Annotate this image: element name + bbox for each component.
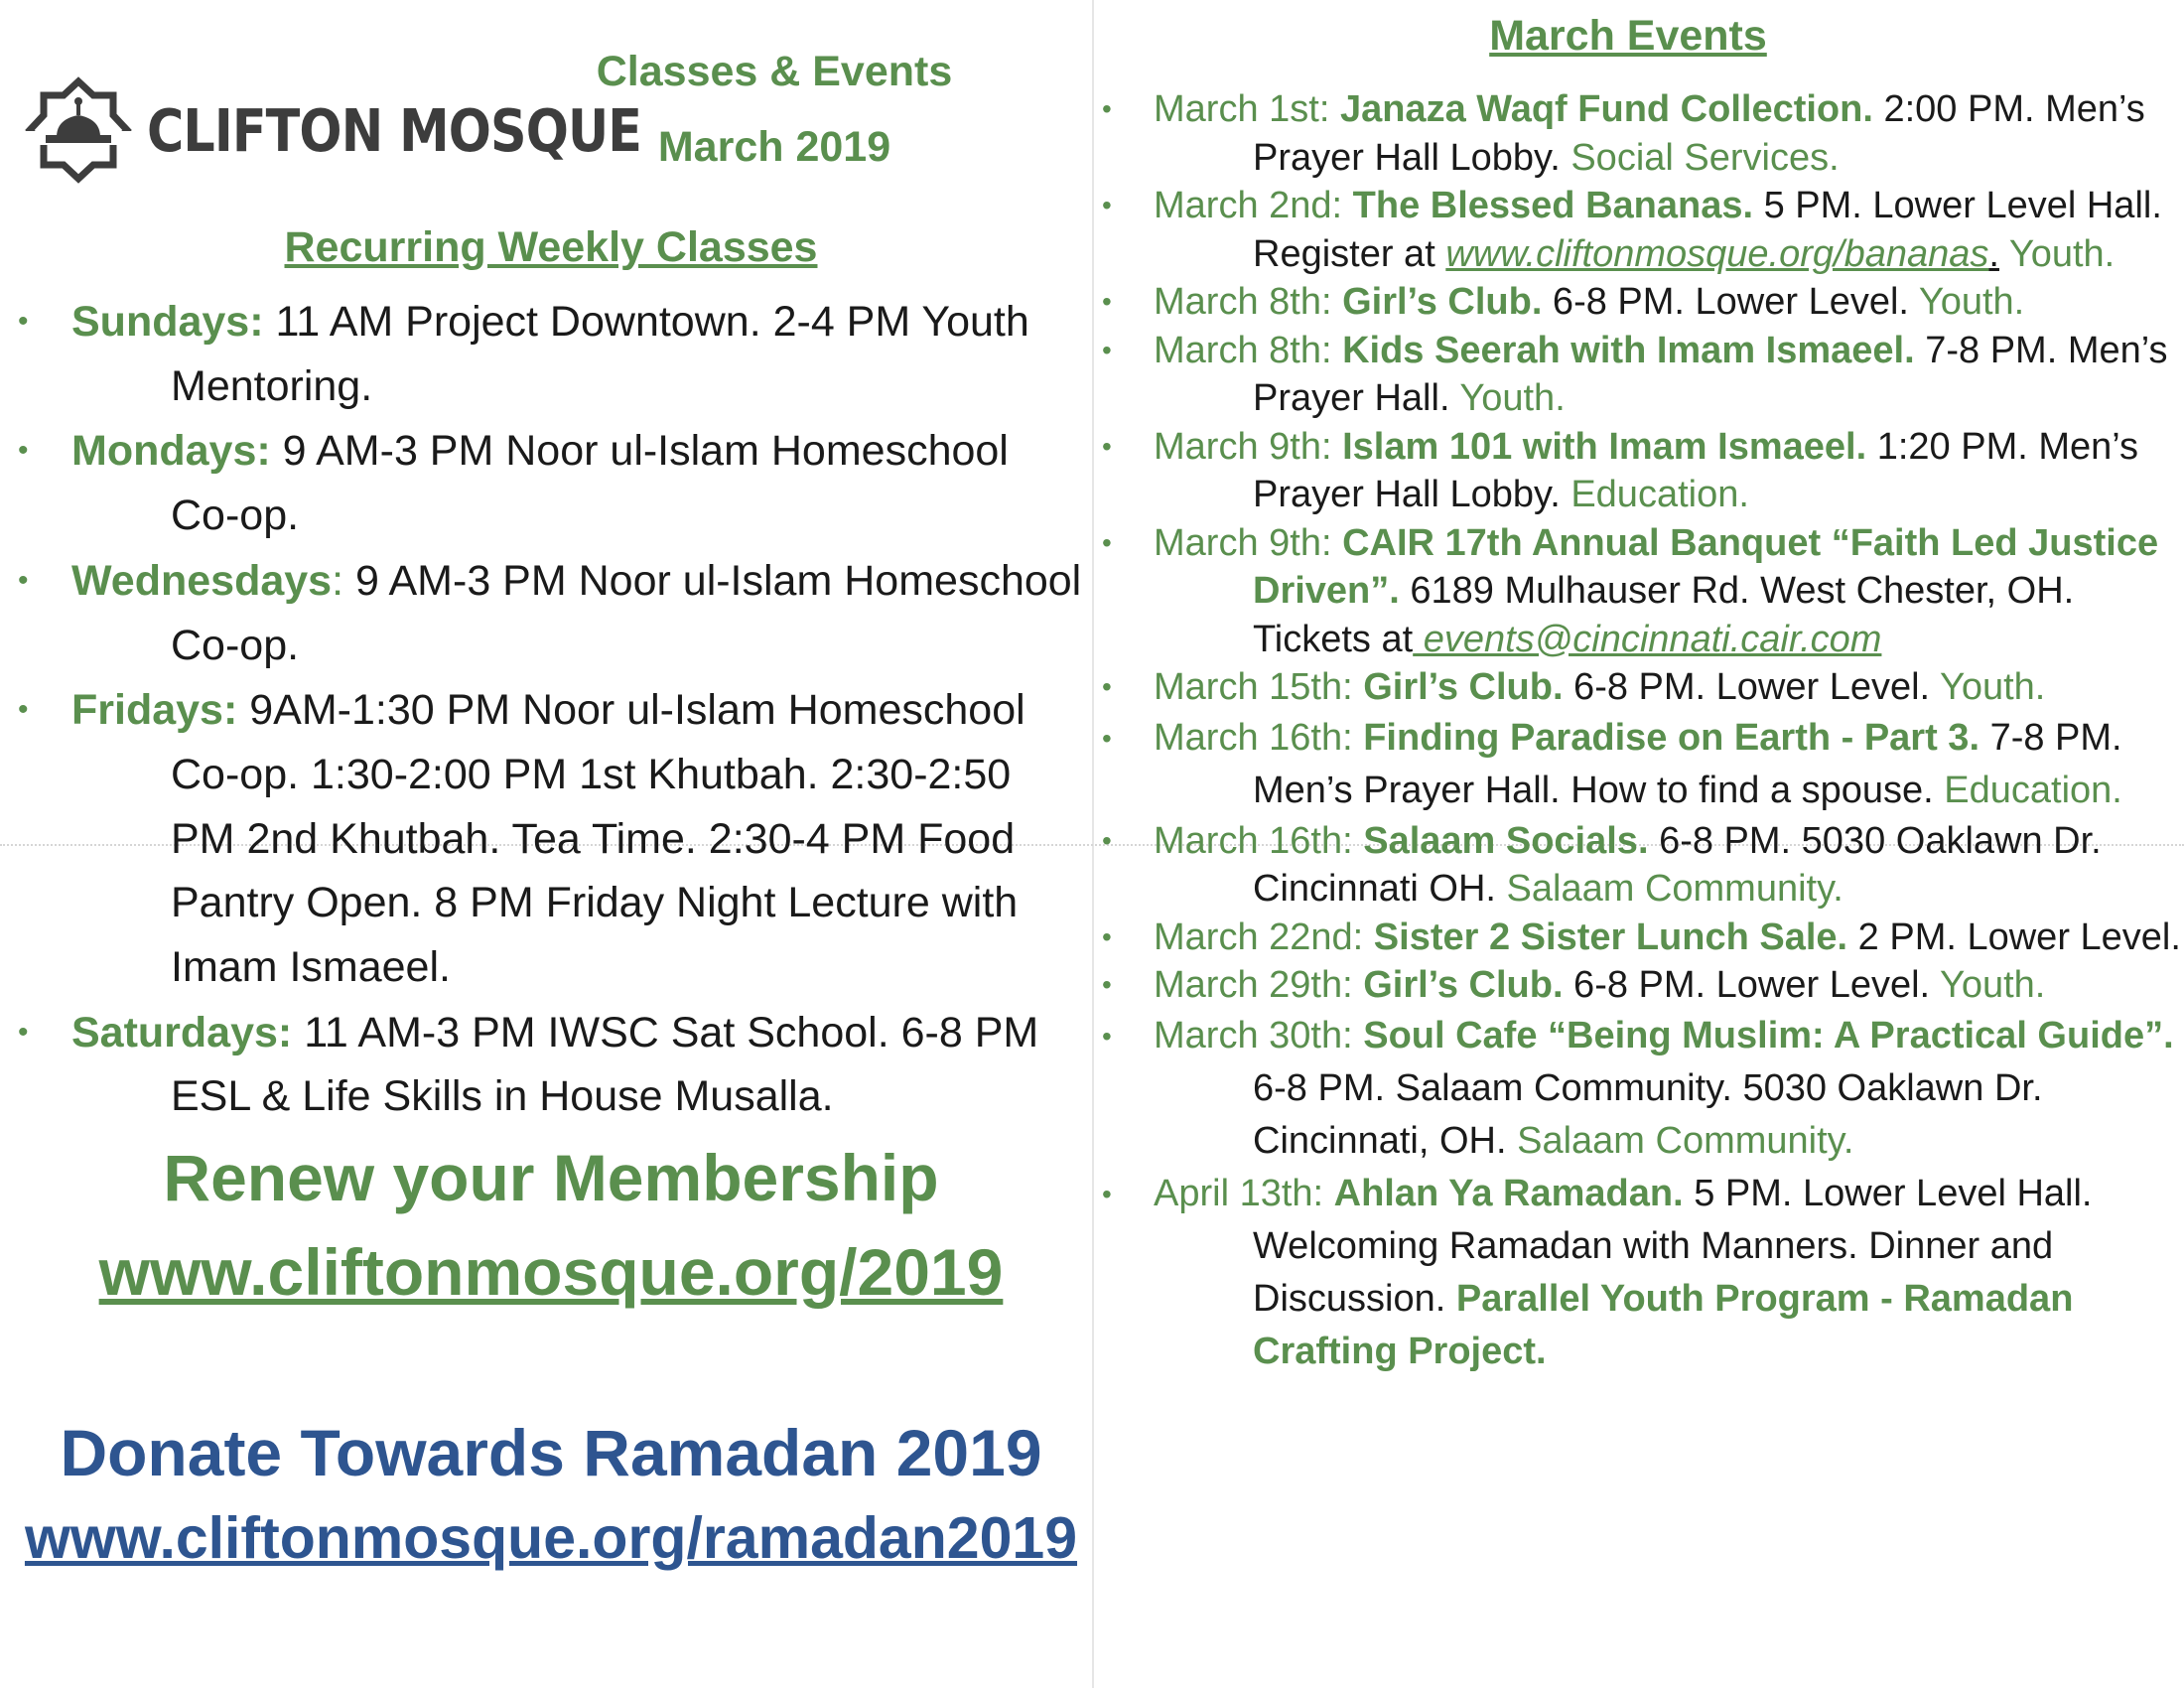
list-item [1092,914,2184,962]
bullet-icon: • [18,563,29,597]
event-date: March 16th: [1154,819,1353,862]
list-item [0,1001,1082,1129]
bullet-icon: • [1102,824,1112,856]
event-title: Girl’s Club. [1363,964,1564,1006]
bullet-icon: • [1102,1178,1112,1209]
page-title: Classes & Events [596,48,953,95]
day-text: 9 AM-3 PM Noor ul-Islam Homeschool Co-op. [171,427,1009,540]
event-details: 6-8 PM. 5030 Oaklawn Dr. Cincinnati OH. [1253,819,2102,910]
event-date: March 15th: [1154,666,1353,708]
event-details: 6-8 PM. Lower Level. [1563,666,1931,708]
list-item [1092,519,2184,664]
event-category: Youth. [1930,666,2046,708]
cair-email-link[interactable]: events@cincinnati.cair.com [1413,618,1882,660]
event-details: 7-8 PM. Men’s Prayer Hall. [1253,329,2168,419]
bullet-icon: • [18,434,29,468]
event-title: Soul Cafe “Being Muslim: A Practical Guide”. [1363,1014,2174,1056]
list-item [1092,85,2184,182]
event-date: March 1st: [1154,88,1330,130]
day-text: 11 AM-3 PM IWSC Sat School. 6-8 PM ESL & Life Skills in House Musalla. [171,1008,1039,1121]
donate-ramadan-link[interactable]: www.cliftonmosque.org/ramadan2019 [24,1505,1078,1571]
event-details: 5 PM. Lower Level Hall. Register at [1253,185,2162,275]
clifton-mosque-logo [24,75,642,185]
bullet-icon: • [1102,190,1112,220]
mosque-icon [24,75,133,185]
day-label: Wednesdays [71,556,333,605]
event-title: Janaza Waqf Fund Collection. [1339,88,1873,130]
event-details: 2:00 PM. Men’s Prayer Hall Lobby. [1253,88,2145,179]
logo-text: CLIFTON MOSQUE [147,95,642,165]
event-date: March 30th: [1154,1014,1353,1056]
renew-membership-link[interactable]: www.cliftonmosque.org/2019 [98,1235,1004,1309]
event-title: Ahlan Ya Ramadan. [1333,1172,1684,1214]
event-category: Salaam Community. [1495,868,1843,910]
event-details: 6-8 PM. Salaam Community. 5030 Oaklawn Dr. Cincinnati, OH. [1253,1066,2043,1162]
event-date: March 2nd: [1154,185,1343,226]
event-category: Youth. [1459,377,1566,419]
list-item [1092,712,2184,817]
event-date: April 13th: [1154,1172,1324,1214]
event-date: March 29th: [1154,964,1353,1006]
event-details: 6189 Mulhauser Rd. West Chester, OH. Tickets at [1253,570,2075,660]
page-subtitle: March 2019 [657,123,891,171]
bullet-icon: • [1102,1020,1112,1052]
bullet-icon: • [1102,920,1112,952]
list-item [1092,182,2184,278]
bananas-link[interactable]: www.cliftonmosque.org/bananas [1445,232,1989,275]
march-events-list [1092,85,2184,1378]
day-label: Saturdays: [71,1008,293,1056]
bullet-icon: • [1102,526,1112,558]
event-title: Girl’s Club. [1342,281,1543,323]
event-date: March 9th: [1154,521,1332,564]
list-item [1092,817,2184,914]
event-title: CAIR 17th Annual Banquet “Faith Led Justice Driven”. [1253,521,2159,612]
list-item [0,290,1082,418]
day-label: Mondays: [71,427,271,476]
list-item [1092,1010,2184,1168]
event-category: Salaam Community. [1506,1119,1854,1162]
event-title: Kids Seerah with Imam Ismaeel. [1342,329,1915,371]
day-label: Sundays: [71,298,264,346]
event-category: Youth. [1908,281,2025,323]
donate-ramadan-title: Donate Towards Ramadan 2019 [60,1416,1042,1489]
bullet-icon: • [18,305,29,338]
list-item [1092,1168,2184,1378]
bullet-icon: • [1102,286,1112,317]
list-item [0,549,1082,677]
event-date: March 8th: [1154,281,1332,323]
event-details: 7-8 PM. Men’s Prayer Hall. How to find a spouse. [1253,716,2122,811]
bullet-icon: • [1102,93,1112,124]
list-item [1092,278,2184,327]
list-item [0,678,1082,1000]
event-date: March 8th: [1154,329,1332,371]
event-details: 6-8 PM. Lower Level. [1563,964,1931,1006]
event-date: March 16th: [1154,716,1353,759]
day-text: 9AM-1:30 PM Noor ul-Islam Homeschool Co-op. 1:30-2:00 PM 1st Khutbah. 2:30-2:50 PM 2nd Khutbah. Tea Time. 2:30-4 PM Food Pantry Open. 8 PM Friday Night Lecture with Imam Ismaeel. [171,686,1025,992]
list-item [1092,423,2184,519]
march-events-heading: March Events [1489,12,1767,60]
day-text: 11 AM Project Downtown. 2-4 PM Youth Mentoring. [171,298,1029,410]
bullet-icon: • [1102,671,1112,702]
bullet-icon: • [1102,430,1112,462]
bullet-icon: • [18,693,29,727]
event-category: Social Services. [1560,136,1840,179]
weekly-classes-list [0,290,1082,1130]
bullet-icon: • [1102,969,1112,1000]
list-item [1092,961,2184,1010]
event-date: March 9th: [1154,425,1332,468]
day-label: Fridays: [71,686,238,735]
event-category: Youth. [1930,964,2046,1006]
event-details: 2 PM. Lower Level. [1847,915,2181,958]
event-title: Sister 2 Sister Lunch Sale. [1373,915,1848,958]
event-category: Parallel Youth Program - Ramadan Crafting Project. [1253,1277,2074,1372]
list-item [0,419,1082,547]
bullet-icon: • [18,1015,29,1049]
event-date: March 22nd: [1154,915,1364,958]
bullet-icon: • [1102,334,1112,365]
weekly-classes-heading: Recurring Weekly Classes [284,223,818,271]
event-category: Education. [1570,474,1749,515]
event-category: Education. [1944,769,2122,811]
renew-membership-title: Renew your Membership [163,1141,939,1214]
event-title: Finding Paradise on Earth - Part 3. [1363,716,1980,759]
event-title: The Blessed Bananas. [1352,185,1754,226]
event-title: Islam 101 with Imam Ismaeel. [1342,425,1867,468]
event-title: Girl’s Club. [1363,666,1564,708]
day-separator: : [332,556,344,605]
bullet-icon: • [1102,722,1112,754]
event-title: Salaam Socials. [1363,819,1649,862]
event-category: Youth. [1998,232,2116,275]
event-details: 5 PM. Lower Level Hall. Welcoming Ramadan with Manners. Dinner and Discussion. [1253,1172,2093,1320]
list-item [1092,327,2184,423]
list-item [1092,663,2184,712]
event-details: 6-8 PM. Lower Level. [1542,281,1909,323]
event-details: 1:20 PM. Men’s Prayer Hall Lobby. [1253,425,2139,515]
day-text: 9 AM-3 PM Noor ul-Islam Homeschool Co-op. [171,556,1082,669]
event-details-end: . [1988,232,1999,275]
